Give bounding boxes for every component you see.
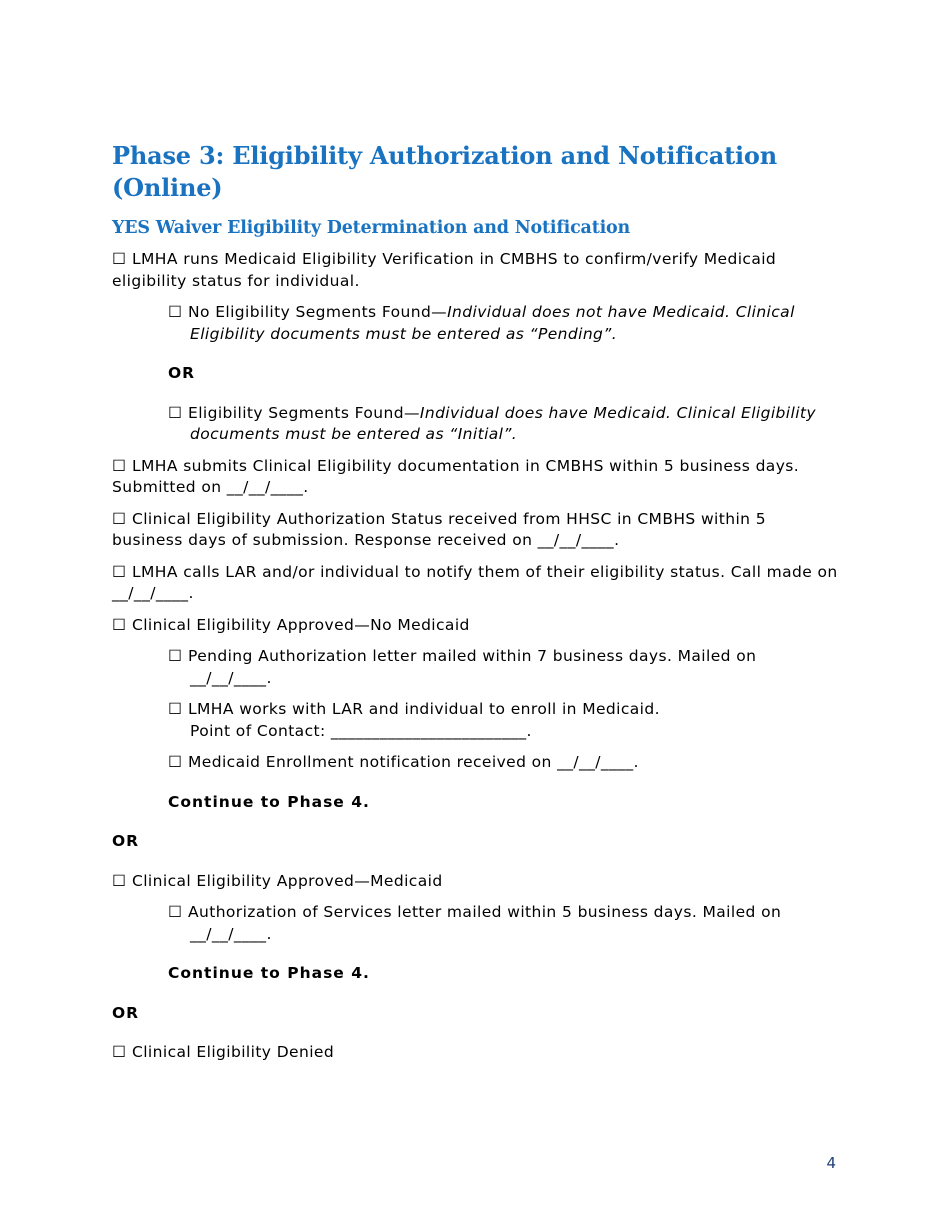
page-number: 4 <box>826 1154 836 1172</box>
checklist-item-pending-letter: ☐ Pending Authorization letter mailed within 7 business days. Mailed on __/__/____. <box>168 647 757 687</box>
checkbox-icon[interactable]: ☐ <box>112 615 127 634</box>
checkbox-icon[interactable]: ☐ <box>112 250 127 268</box>
or-separator: OR <box>168 364 196 382</box>
checkbox-icon[interactable]: ☐ <box>112 509 127 528</box>
checklist-item-submits: ☐ LMHA submits Clinical Eligibility documentation in CMBHS within 5 business days. Submitted on __/__/____. <box>112 456 800 496</box>
checklist-item-enrollment-notification: ☐ Medicaid Enrollment notification received on __/__/____. <box>168 752 842 774</box>
continue-instruction: Continue to Phase 4. <box>168 964 370 982</box>
checkbox-icon[interactable]: ☐ <box>112 1043 127 1061</box>
document-page <box>112 140 842 1074</box>
checkbox-icon[interactable]: ☐ <box>112 871 127 890</box>
checklist-item-auth-letter: ☐ Authorization of Services letter mailed within 5 business days. Mailed on __/__/____. <box>168 903 782 943</box>
page-title: Phase 3: Eligibility Authorization and Notification (Online) <box>112 141 777 202</box>
checklist-item-enroll: ☐ LMHA works with LAR and individual to enroll in Medicaid. Point of Contact: ________________________. <box>168 700 660 740</box>
checkbox-icon[interactable]: ☐ <box>168 647 183 665</box>
or-separator: OR <box>112 1003 140 1022</box>
checkbox-icon[interactable]: ☐ <box>112 456 127 475</box>
checklist-item-no-segments: ☐ No Eligibility Segments Found—Individual does not have Medicaid. Clinical Eligibility documents must be entered as “Pending”. <box>168 303 795 343</box>
checklist-item-status-received: ☐ Clinical Eligibility Authorization Status received from HHSC in CMBHS within 5 business days of submission. Response received on __/__/____. <box>112 509 766 549</box>
continue-instruction: Continue to Phase 4. <box>168 792 370 811</box>
checklist-item-calls: ☐ LMHA calls LAR and/or individual to notify them of their eligibility status. Call made on __/__/____. <box>112 562 838 602</box>
checklist-item-approved-no-medicaid: ☐ Clinical Eligibility Approved—No Medicaid <box>112 615 842 637</box>
checklist-item-approved-medicaid: ☐ Clinical Eligibility Approved—Medicaid <box>112 871 842 893</box>
checkbox-icon[interactable]: ☐ <box>168 700 183 718</box>
checkbox-icon[interactable]: ☐ <box>168 903 183 921</box>
section-subtitle: YES Waiver Eligibility Determination and Notification <box>112 218 631 238</box>
checklist-item-denied: ☐ Clinical Eligibility Denied <box>112 1042 842 1064</box>
checklist-item-verification: ☐ LMHA runs Medicaid Eligibility Verification in CMBHS to confirm/verify Medicaid eligibility status for individual. <box>112 250 777 290</box>
checkbox-icon[interactable]: ☐ <box>168 303 183 321</box>
checkbox-icon[interactable]: ☐ <box>112 562 127 581</box>
point-of-contact: Point of Contact: ________________________. <box>190 721 532 740</box>
checkbox-icon[interactable]: ☐ <box>168 753 183 771</box>
or-separator: OR <box>112 832 140 850</box>
checkbox-icon[interactable]: ☐ <box>168 403 183 422</box>
checklist-item-segments-found: ☐ Eligibility Segments Found—Individual does have Medicaid. Clinical Eligibility documents must be entered as “Initial”. <box>168 403 816 443</box>
